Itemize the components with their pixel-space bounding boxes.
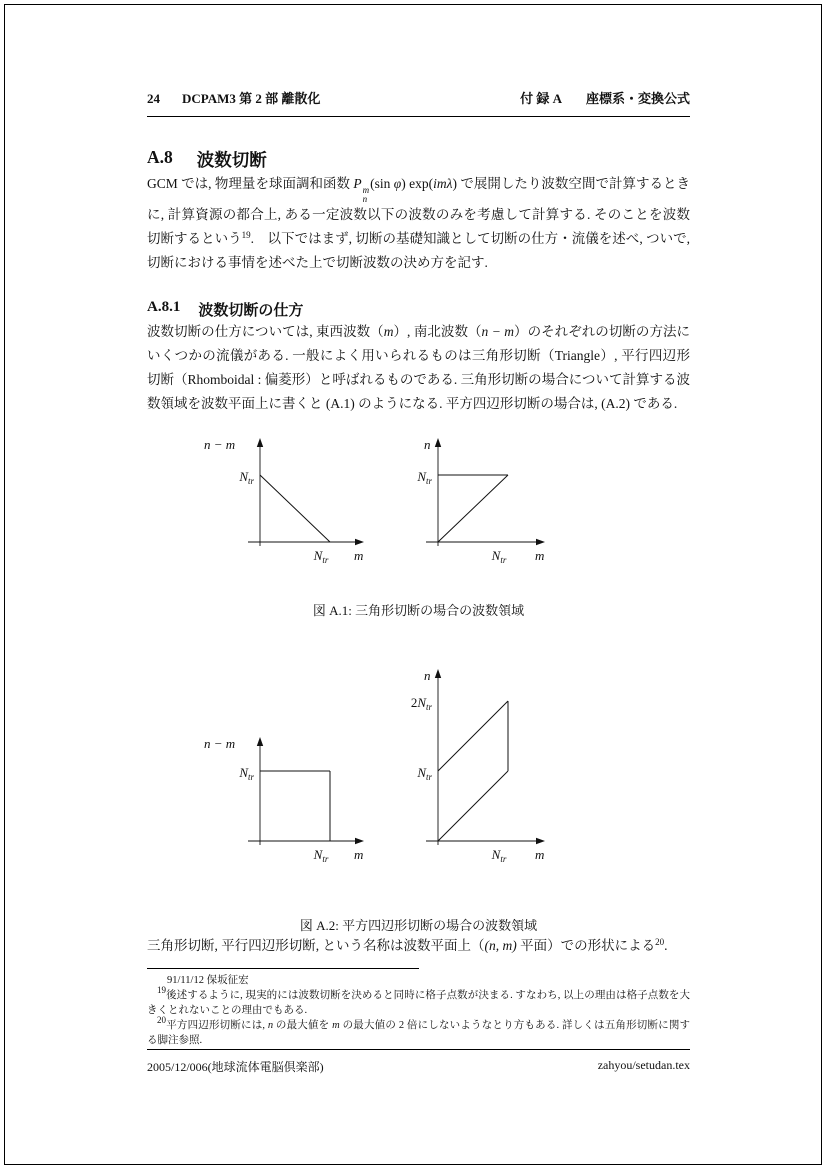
x-axis-arrow (536, 539, 545, 545)
math-supsub (363, 186, 370, 203)
figure-A2 (202, 663, 690, 883)
text-run: 平方四辺形切断には, (166, 1020, 268, 1031)
y-axis-label: n (424, 668, 431, 683)
math-imlambda: imλ (433, 176, 453, 191)
diagram-triangular-left (202, 432, 377, 567)
text-run: ) で展開したり波数空間で計算するときに, 計算資源の都合上, ある一定波数以下の波数のみを考慮して計算する. そのことを波数切断するという (147, 176, 691, 246)
text-run: . (664, 938, 668, 953)
page-number: 24 (147, 91, 160, 106)
math-n: n (267, 1020, 274, 1031)
section-number: A.8 (147, 147, 173, 167)
diagram-triangular-right (400, 432, 565, 567)
y-axis-arrow (257, 438, 263, 447)
text-run: 後述するように, 現実的には波数切断を決めると同時に格子点数が決まる. すなわち, 以上の理由は格子点数を大きくとれないことの理由でもある. (147, 990, 690, 1016)
footnote-19 (147, 985, 690, 1018)
math-sub-n: n (362, 193, 368, 204)
x-axis-arrow (355, 838, 364, 844)
x-axis-label: m (535, 847, 545, 862)
y-tick-Ntr: $N_{tr}$ (239, 469, 254, 486)
x-tick-Ntr: $N_{tr}$ (491, 847, 507, 864)
y-axis-arrow (435, 669, 441, 678)
text-run: (sin (370, 176, 394, 191)
x-axis-label: m (535, 548, 545, 563)
figure-A2-caption: 図 A.2: 平方四辺形切断の場合の波数領域 (299, 918, 538, 933)
text-run: GCM では, 物理量を球面調和函数 (147, 176, 354, 191)
footnote-history: 91/11/12 保坂征宏 (167, 975, 249, 986)
appendix-label: 付 録 A (520, 91, 562, 106)
y-axis-arrow (257, 737, 263, 746)
text-run: 平面）での形状による (516, 938, 656, 953)
paragraph-intro (147, 172, 690, 275)
subsection-title: 波数切断の仕方 (198, 303, 304, 319)
text-run: の最大値の 2 倍にしないようなとり方もある. 詳しくは五角形切断に関する脚注参照. (147, 1020, 691, 1046)
y-axis-arrow (435, 438, 441, 447)
math-phi: φ (393, 176, 402, 191)
text-run: . 以下ではまず, 切断の基礎知識として切断の仕方・流儀を述べ, ついで, 切断における事情を述べた上で切断波数の決め方を記す. (147, 231, 691, 270)
text-run: ）のそれぞれの切断の方法にいくつかの流儀がある. 一般によく用いられるものは三角形切断（Triangle）, 平行四辺形切断（Rhomboidal : 偏菱形）と呼ばれるものである. 三角形切断の場合について計算する波数領域を波数平面上に書くと (A.1) のようになる. 平方四辺形切断の場合は, (A.2) である. (147, 324, 691, 411)
text-run: ）, 南北波数（ (393, 324, 482, 339)
figure-A1 (202, 432, 690, 567)
math-P: P (353, 176, 362, 191)
math-n-minus-m: n − m (481, 324, 514, 339)
truncation-diagonal (438, 475, 508, 542)
x-tick-Ntr: $N_{tr}$ (313, 548, 329, 565)
y-axis-label: n − m (204, 736, 236, 751)
diagram-rhomboidal-right (400, 663, 565, 883)
paragraph-truncation-methods (147, 320, 690, 416)
page-content (147, 0, 690, 1048)
header-left (147, 88, 320, 107)
truncation-boundary (260, 475, 330, 542)
header-right (520, 88, 690, 107)
x-axis-label: m (354, 548, 364, 563)
x-axis-label: m (354, 847, 364, 862)
y-tick-2Ntr: $2N_{tr}$ (410, 695, 432, 712)
running-footer (147, 1049, 690, 1075)
figure-A1-caption: 図 A.1: 三角形切断の場合の波数領域 (312, 603, 525, 618)
footnote-mark-20: 20 (655, 937, 665, 947)
diagram-rhomboidal-left (202, 663, 377, 883)
footnote-19-mark: 19 (157, 985, 166, 995)
section-title: 波数切断 (196, 150, 267, 170)
x-tick-Ntr: $N_{tr}$ (491, 548, 507, 565)
y-axis-label: n − m (204, 437, 236, 452)
x-tick-Ntr: $N_{tr}$ (313, 847, 329, 864)
text-run: 三角形切断, 平行四辺形切断, という名称は波数平面上（ (147, 938, 485, 953)
text-run: 波数切断の仕方については, 東西波数（ (147, 324, 384, 339)
paragraph-naming (147, 934, 690, 958)
footnote-mark-19: 19 (241, 230, 251, 240)
math-sup-m: m (362, 185, 370, 195)
x-axis-arrow (355, 539, 364, 545)
math-m: m (332, 1020, 340, 1031)
math-nm-plane: (n, m) (484, 938, 517, 953)
y-tick-Ntr: $N_{tr}$ (239, 765, 254, 782)
header-right-title: 座標系・変換公式 (585, 91, 690, 106)
section-heading (147, 147, 690, 172)
subsection-number: A.8.1 (147, 299, 181, 315)
footnote-20-mark: 20 (157, 1015, 166, 1025)
footnote-20 (147, 1015, 691, 1048)
text-run: ) exp( (401, 176, 434, 191)
footnote-rule (147, 968, 419, 969)
math-m: m (383, 324, 394, 339)
x-axis-arrow (536, 838, 545, 844)
text-run: の最大値を (273, 1020, 333, 1031)
parallelogram-lower-diagonal (438, 771, 508, 841)
y-tick-Ntr: $N_{tr}$ (417, 765, 432, 782)
footer-left: 2005/12/006(地球流体電脳倶楽部) (147, 1060, 324, 1074)
subsection-heading (147, 299, 690, 320)
footnote-block (147, 968, 690, 1048)
y-axis-label: n (424, 437, 431, 452)
running-header (147, 88, 690, 117)
y-tick-Ntr: $N_{tr}$ (417, 469, 432, 486)
parallelogram-upper-diagonal (438, 701, 508, 771)
footer-right: zahyou/setudan.tex (597, 1058, 690, 1072)
header-left-title: DCPAM3 第 2 部 離散化 (182, 91, 321, 106)
